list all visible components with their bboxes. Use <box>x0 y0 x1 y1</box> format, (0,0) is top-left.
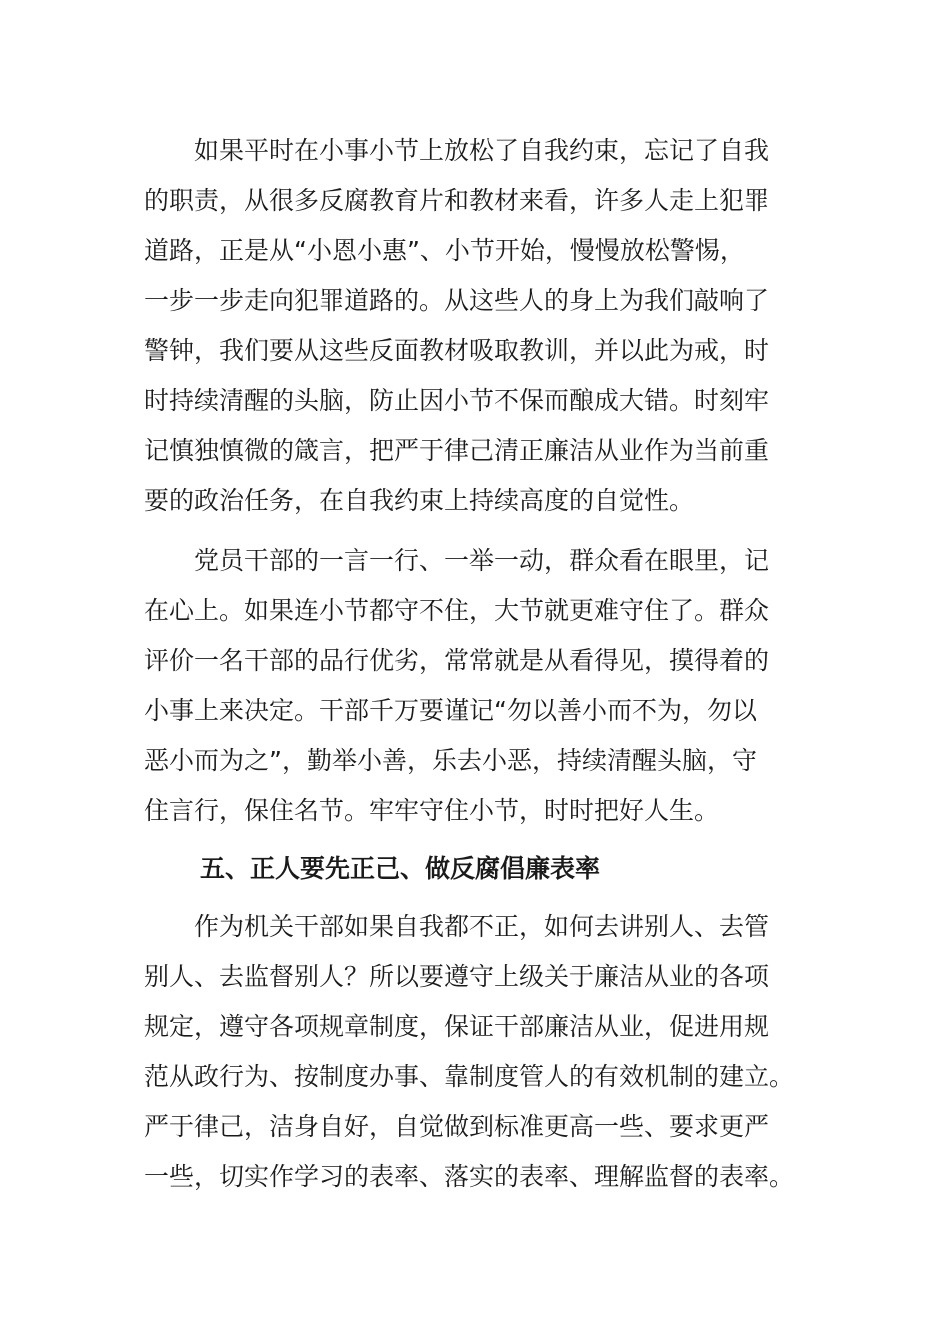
paragraph-2 <box>144 536 804 836</box>
paragraph-3 <box>144 902 804 1202</box>
paragraph-line: 别人、去监督别人？所以要遵守上级关于廉洁从业的各项 <box>144 962 770 991</box>
paragraph-line: 警钟，我们要从这些反面教材吸取教训，并以此为戒，时 <box>144 336 770 365</box>
paragraph-line: 要的政治任务，在自我约束上持续高度的自觉性。 <box>144 486 695 515</box>
paragraph-line: 小事上来决定。干部千万要谨记“勿以善小而不为，勿以 <box>144 696 757 725</box>
paragraph-line: 恶小而为之”，勤举小善，乐去小恶，持续清醒头脑，守 <box>144 746 757 775</box>
paragraph-line: 规定，遵守各项规章制度，保证干部廉洁从业，促进用规 <box>144 1012 770 1041</box>
paragraph-line: 范从政行为、按制度办事、靠制度管人的有效机制的建立。 <box>144 1062 795 1091</box>
paragraph-line: 作为机关干部如果自我都不正，如何去讲别人、去管 <box>194 912 770 941</box>
document-body <box>144 126 804 1202</box>
paragraph-1 <box>144 126 804 526</box>
paragraph-line: 记慎独慎微的箴言，把严于律己清正廉洁从业作为当前重 <box>144 436 770 465</box>
paragraph-line: 严于律己，洁身自好，自觉做到标准更高一些、要求更严 <box>144 1112 770 1141</box>
paragraph-line: 一些，切实作学习的表率、落实的表率、理解监督的表率。 <box>144 1162 795 1191</box>
paragraph-line: 道路，正是从“小恩小惠”、小节开始，慢慢放松警惕， <box>144 236 745 265</box>
paragraph-line: 在心上。如果连小节都守不住，大节就更难守住了。群众 <box>144 596 770 625</box>
paragraph-spacer <box>144 526 804 536</box>
paragraph-line: 如果平时在小事小节上放松了自我约束，忘记了自我 <box>194 136 770 165</box>
paragraph-line: 的职责，从很多反腐教育片和教材来看，许多人走上犯罪 <box>144 186 770 215</box>
paragraph-line: 时持续清醒的头脑，防止因小节不保而酿成大错。时刻牢 <box>144 386 770 415</box>
paragraph-line: 一步一步走向犯罪道路的。从这些人的身上为我们敲响了 <box>144 286 770 315</box>
paragraph-spacer <box>144 894 804 902</box>
paragraph-spacer <box>144 836 804 844</box>
section-heading: 五、正人要先正己、做反腐倡廉表率 <box>200 854 601 883</box>
paragraph-line: 党员干部的一言一行、一举一动，群众看在眼里，记 <box>194 546 770 575</box>
paragraph-line: 住言行，保住名节。牢牢守住小节，时时把好人生。 <box>144 796 720 825</box>
paragraph-line: 评价一名干部的品行优劣，常常就是从看得见，摸得着的 <box>144 646 770 675</box>
